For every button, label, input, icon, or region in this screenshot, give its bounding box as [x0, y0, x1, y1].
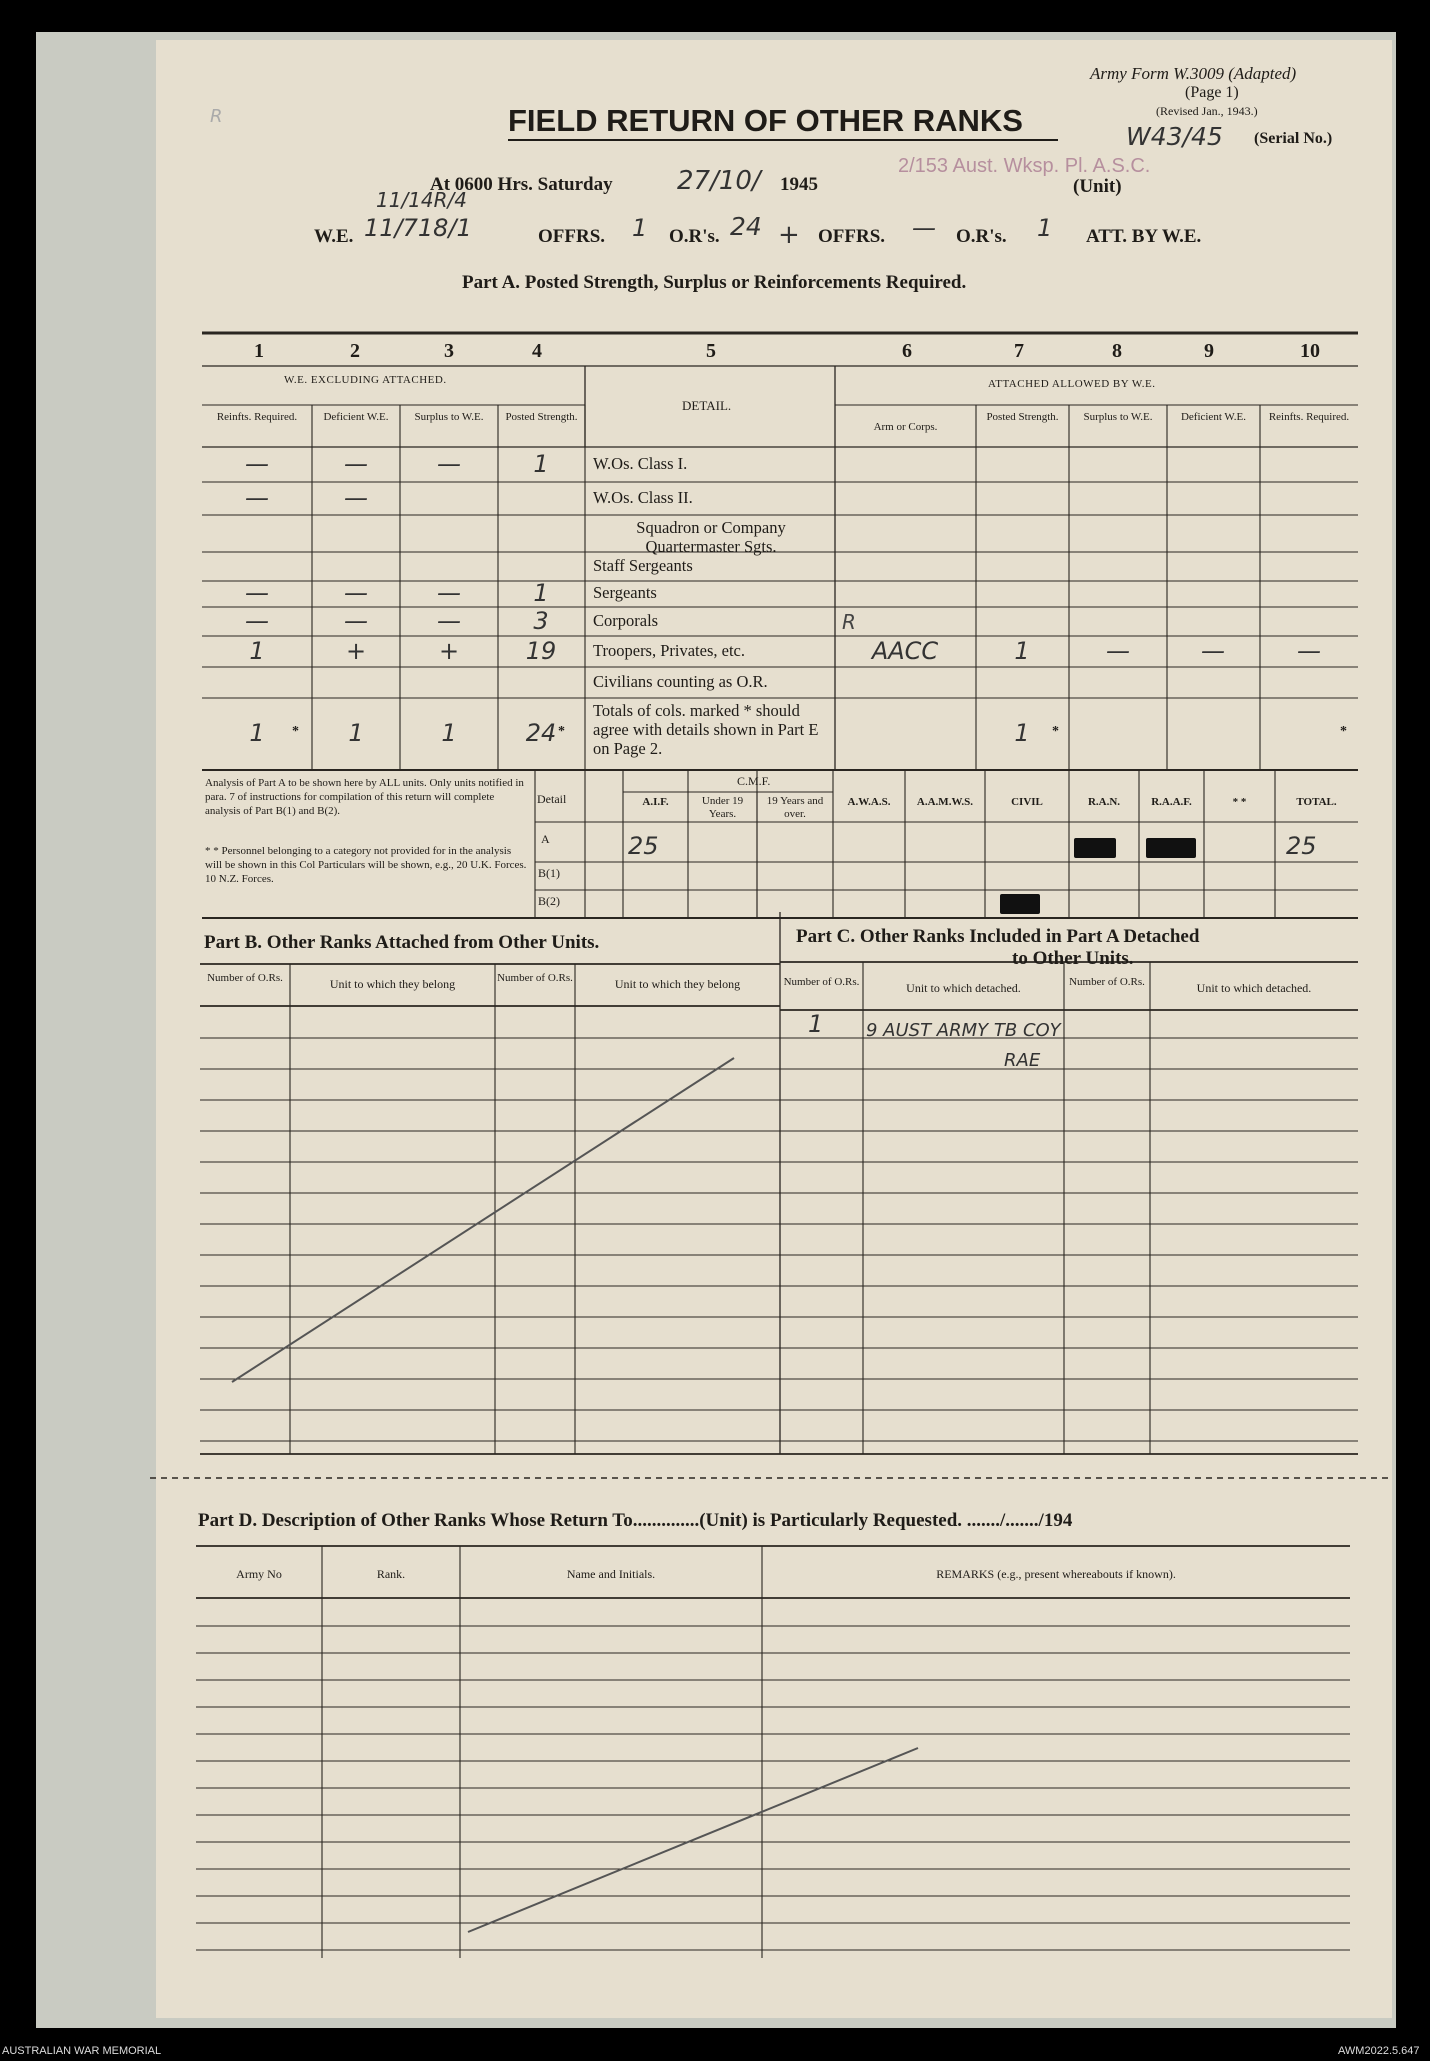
serial-number-handwritten: W43/45 [1126, 122, 1223, 151]
redaction-ran [1074, 838, 1116, 858]
column-number: 1 [254, 340, 264, 362]
part-c-entry-unit: 9 AUST ARMY TB COY [866, 1020, 1061, 1041]
we-handwritten: 11/718/1 [364, 214, 472, 242]
corps-mark: R [842, 610, 856, 634]
part-a-title: Part A. Posted Strength, Surplus or Reinforcements Required. [462, 272, 967, 293]
part-d-header: Name and Initials. [566, 1567, 656, 1581]
row-cell-c1: — [245, 449, 269, 478]
column-number: 5 [706, 340, 716, 362]
analysis-footnote: * * Personnel belonging to a category not provided for in the analysis will be shown in this Col Particulars will be shown, e.g., 20 U.K. Forces. 10 N.Z. Forces. [205, 845, 527, 885]
detail-header: DETAIL. [682, 398, 732, 413]
part-d-header: Rank. [376, 1567, 406, 1581]
column-header: Deficient W.E. [1180, 411, 1247, 423]
redaction-civil [1000, 894, 1040, 914]
analysis-column-header: Under 19 Years. [701, 795, 744, 820]
row-cell-c4: 3 [533, 606, 549, 635]
row-cell-c4: 19 [525, 636, 557, 665]
column-number: 7 [1014, 340, 1024, 362]
row-cell-c1: 1 [249, 719, 265, 747]
analysis-column-header: A.W.A.S. [847, 796, 891, 808]
ors-label: O.R's. [669, 226, 720, 247]
row-cell-c1: — [245, 606, 269, 635]
pencil-strike-part-d [468, 1748, 918, 1932]
ors2-handwritten: 1 [1037, 214, 1053, 242]
date-handwritten: 27/10/ [677, 166, 761, 196]
part-b-title: Part B. Other Ranks Attached from Other Units. [204, 932, 600, 953]
corner-pencil-mark: R [210, 106, 223, 127]
part-c-title-2: to Other Units. [1012, 948, 1134, 969]
plus-handwritten: + [778, 220, 800, 250]
row-cell-c8: — [1106, 636, 1130, 665]
row-detail: W.Os. Class I. [593, 453, 688, 473]
analysis-column-header: A.A.M.W.S. [916, 796, 974, 808]
row-cell-c4: 24 [525, 719, 557, 747]
column-header: Surplus to W.E. [414, 411, 484, 423]
table-header: Unit to which detached. [1196, 981, 1312, 995]
row-cell-c2: 1 [348, 719, 364, 747]
serial-label: (Serial No.) [1254, 130, 1333, 147]
row-detail: Corporals [593, 610, 659, 630]
we-label: W.E. [314, 226, 354, 247]
analysis-row-label: B(2) [538, 894, 560, 908]
analysis-column-header: R.A.N. [1087, 796, 1121, 808]
analysis-column-header: * * [1232, 796, 1247, 808]
year: 1945 [780, 174, 818, 195]
row-cell-c9: — [1201, 636, 1225, 665]
row-cell-c2: + [345, 636, 367, 665]
analysis-row-label: B(1) [538, 866, 560, 880]
asterisk-mark: * [558, 724, 565, 739]
table-header: Unit to which detached. [906, 981, 1021, 995]
row-cell-c4: 1 [533, 579, 549, 607]
group-right-header: ATTACHED ALLOWED BY W.E. [988, 378, 1156, 390]
part-d-title: Part D. Description of Other Ranks Whose Return To..............(Unit) is Particularly Requested. ......./......./194 [198, 1510, 1073, 1531]
unit-stamp: 2/153 Aust. Wksp. Pl. A.S.C. [898, 155, 1151, 177]
form-reference: Army Form W.3009 (Adapted) [1090, 64, 1297, 83]
time-day-label: At 0600 Hrs. Saturday [430, 174, 613, 195]
group-left-header: W.E. EXCLUDING ATTACHED. [284, 374, 447, 386]
we-handwritten-top: 11/14R/4 [376, 188, 467, 212]
column-number: 2 [350, 340, 360, 362]
revised-date: (Revised Jan., 1943.) [1156, 104, 1258, 118]
part-c-entry-number: 1 [808, 1010, 824, 1038]
row-cell-c2: — [344, 606, 368, 635]
column-number: 8 [1112, 340, 1122, 362]
analysis-column-header: R.A.A.F. [1151, 796, 1192, 808]
column-number: 6 [902, 340, 912, 362]
att-by-we-label: ATT. BY W.E. [1086, 226, 1202, 247]
cmf-header: C.M.F. [737, 774, 771, 788]
row-cell-c3: — [437, 579, 461, 607]
column-number: 3 [444, 340, 454, 362]
column-header: Arm or Corps. [873, 421, 938, 433]
row-cell-c7: 1 [1014, 719, 1030, 747]
row-detail: Civilians counting as O.R. [593, 671, 768, 691]
row-cell-c1: 1 [249, 636, 265, 665]
row-detail: Staff Sergeants [593, 555, 693, 575]
title-underline [508, 139, 1058, 141]
part-c-title: Part C. Other Ranks Included in Part A Detached [796, 926, 1200, 947]
page-title: FIELD RETURN OF OTHER RANKS [508, 103, 1023, 138]
column-header: Reinfts. Required. [216, 411, 298, 423]
unit-label: (Unit) [1073, 176, 1122, 197]
row-cell-c7: 1 [1014, 636, 1030, 665]
offrs2-handwritten: — [912, 214, 936, 242]
table-header: Unit to which they belong [329, 977, 456, 991]
row-detail: Totals of cols. marked * should agree with details shown in Part E on Page 2. [593, 701, 819, 758]
column-number: 10 [1300, 340, 1320, 362]
offrs2-label: OFFRS. [818, 226, 886, 247]
offrs-handwritten: 1 [632, 214, 648, 242]
total-a-value: 25 [1286, 832, 1317, 860]
row-cell-c3: — [437, 449, 461, 478]
aif-a-value: 25 [628, 832, 659, 860]
analysis-column-header: CIVIL [1011, 796, 1043, 808]
part-c-entry-unit-2: RAE [1004, 1050, 1041, 1071]
part-d-header: Army No [236, 1567, 282, 1581]
row-cell-c1: — [245, 483, 269, 512]
analysis-row-label: A [541, 832, 550, 846]
row-cell-c2: — [344, 449, 368, 478]
column-number: 9 [1204, 340, 1214, 362]
row-cell-c2: — [344, 483, 368, 512]
column-header: Deficient W.E. [323, 411, 389, 423]
row-detail: Sergeants [593, 583, 657, 602]
column-header: Reinfts. Required. [1268, 411, 1350, 423]
column-number: 4 [532, 340, 542, 362]
ors-handwritten: 24 [730, 212, 762, 241]
page-number: (Page 1) [1185, 84, 1239, 101]
part-d-header: REMARKS (e.g., present whereabouts if known). [936, 1567, 1176, 1581]
analysis-column-header: 19 Years and over. [766, 795, 824, 820]
analysis-note: Analysis of Part A to be shown here by ALL units. Only units notified in para. 7 of instructions for compilation of this return will complete analysis of Part B(1) and B(2). [205, 777, 524, 817]
analysis-column-header: TOTAL. [1296, 796, 1337, 808]
column-header: Posted Strength. [986, 411, 1059, 423]
table-header: Number of O.Rs. [207, 972, 283, 984]
table-header: Unit to which they belong [614, 977, 741, 991]
footer-right: AWM2022.5.647 [1338, 2045, 1420, 2057]
analysis-detail-label: Detail [537, 792, 567, 806]
footer-left: AUSTRALIAN WAR MEMORIAL [2, 2045, 162, 2057]
row-detail: Troopers, Privates, etc. [593, 640, 745, 660]
row-cell-c10: — [1297, 636, 1321, 665]
row-detail: Squadron or Company Quartermaster Sgts. [636, 518, 786, 556]
row-detail: W.Os. Class II. [593, 487, 693, 507]
asterisk-mark: * [292, 724, 299, 739]
row-cell-c1: — [245, 579, 269, 607]
row-cell-c2: — [344, 579, 368, 607]
offrs-label: OFFRS. [538, 226, 606, 247]
ors2-label: O.R's. [956, 226, 1007, 247]
column-header: Surplus to W.E. [1083, 411, 1153, 423]
column-header: Posted Strength. [505, 411, 578, 423]
table-header: Number of O.Rs. [497, 972, 573, 984]
redaction-raaf [1146, 838, 1196, 858]
asterisk-mark: * [1340, 724, 1347, 739]
row-cell-c3: + [438, 636, 460, 665]
analysis-column-header: A.I.F. [642, 796, 669, 808]
pencil-strike-part-b [232, 1058, 734, 1382]
row-cell-c4: 1 [533, 449, 549, 478]
row-cell-c3: 1 [441, 719, 457, 747]
row-cell-c6: AACC [871, 636, 939, 665]
row-cell-c3: — [437, 606, 461, 635]
asterisk-mark: * [1052, 724, 1059, 739]
table-header: Number of O.Rs. [1069, 976, 1145, 988]
table-header: Number of O.Rs. [783, 976, 860, 988]
